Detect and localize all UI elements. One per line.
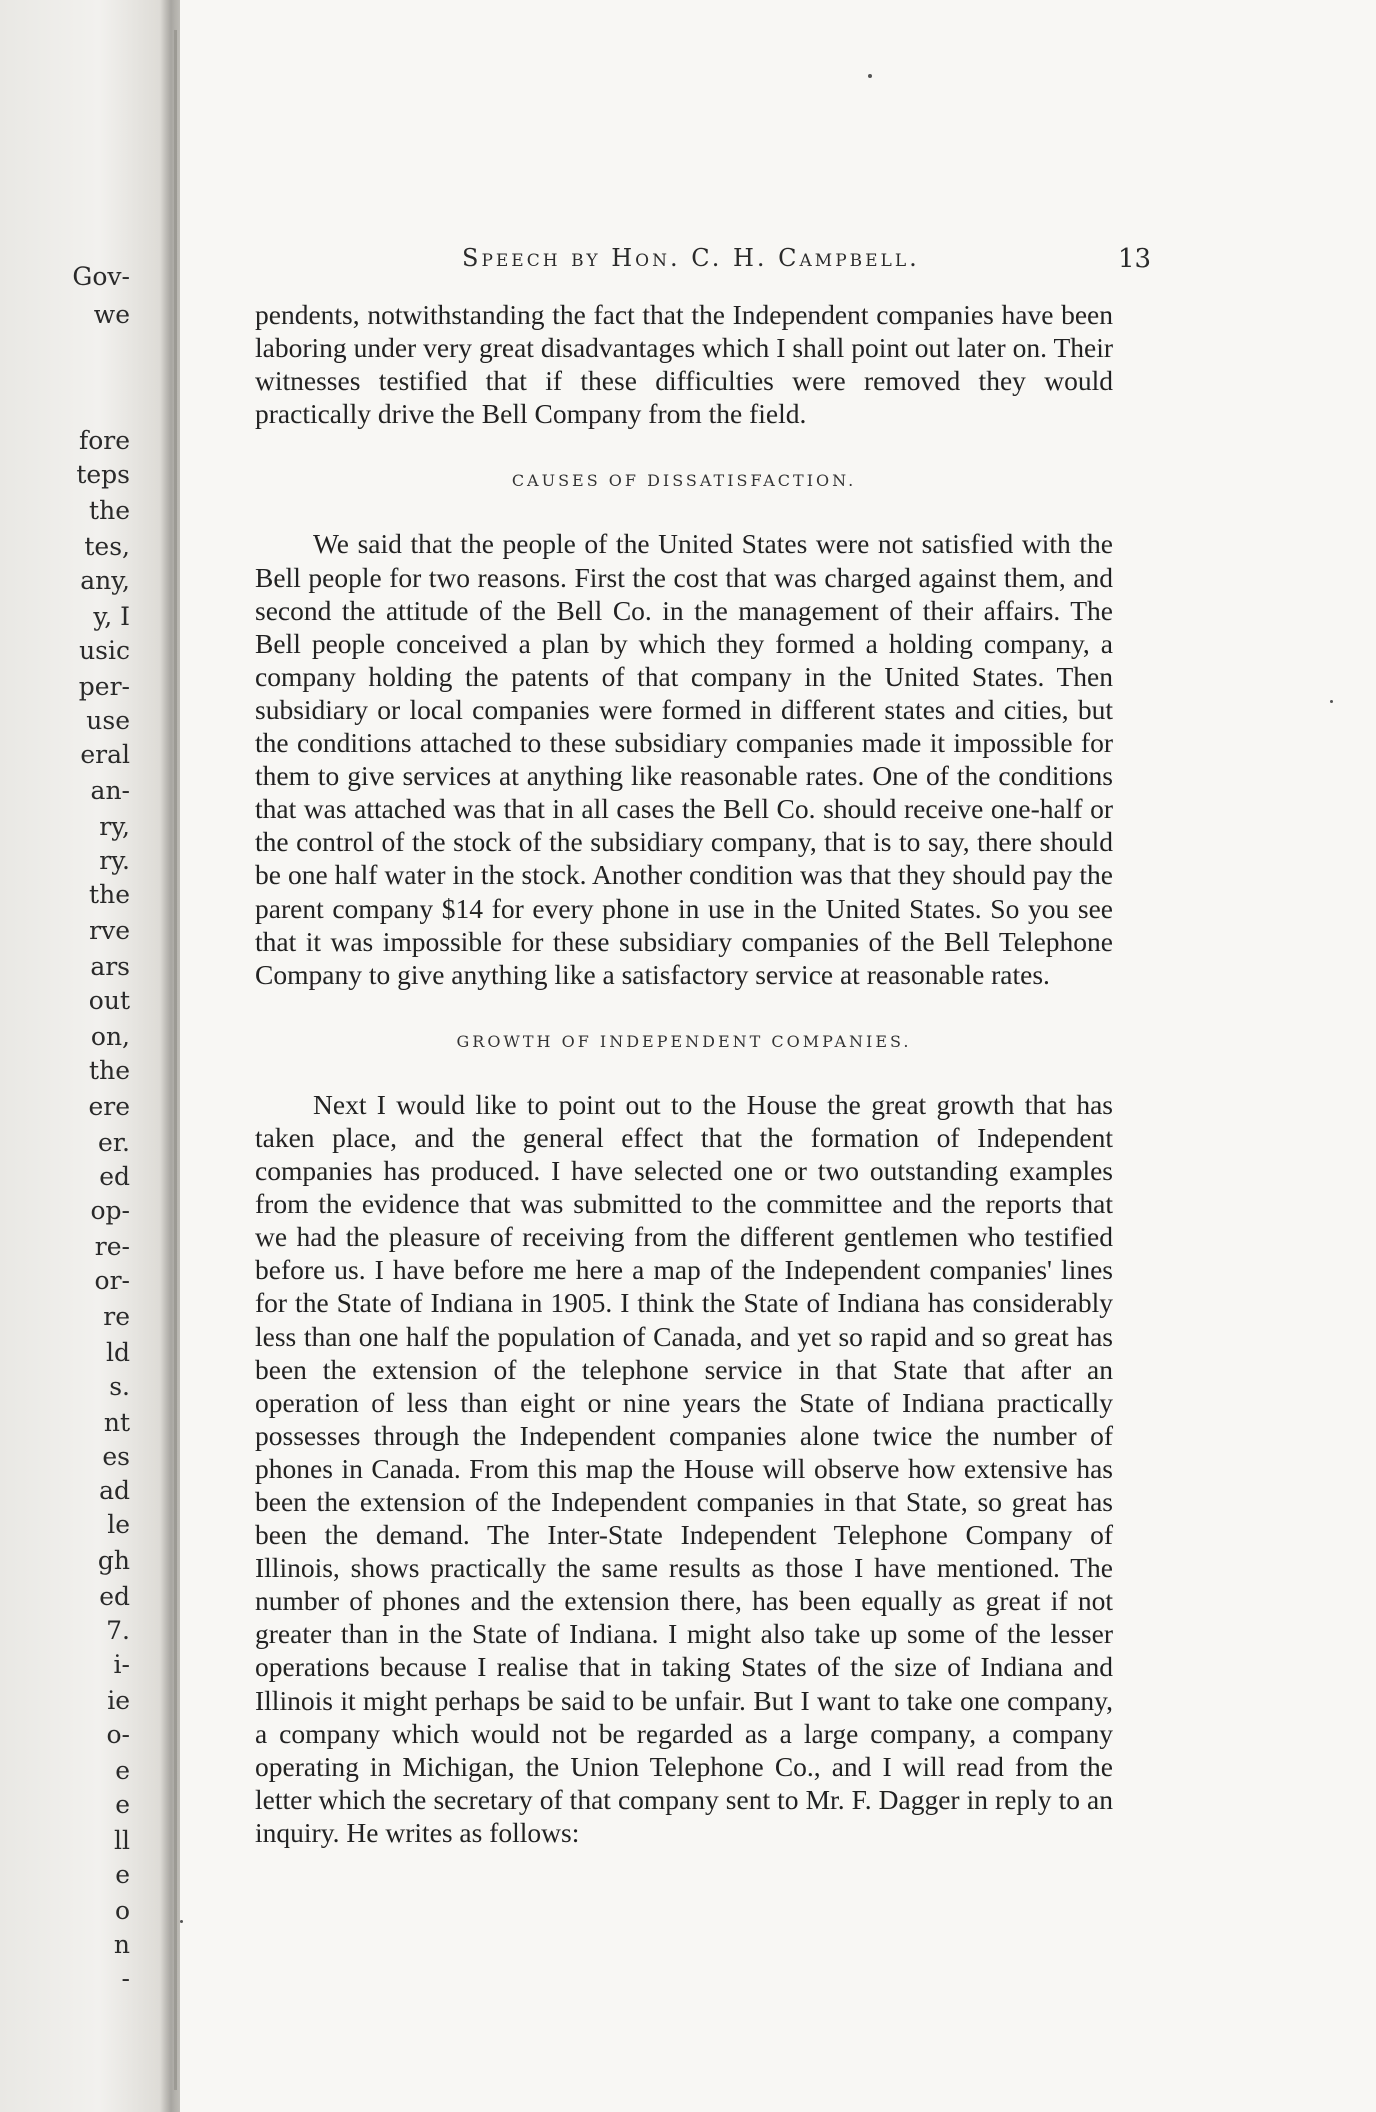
paragraph-causes: We said that the people of the United States were not satisfied with the Bell people for two reasons. First the cost that was charged against them, and second the attitude of the Bell Co. in the management of their affairs. The Bell people conceived a plan by which they formed a holding company, a company holding the patents of that company in the United States. Then subsidiary or local companies were formed in different states and cities, but the conditions attached to these subsidiary companies made it impossible for them to give services at anything like reasonable rates. One of the conditions that was attached was that in all cases the Bell Co. should receive one-half or the control of the stock of the subsidiary company, that is to say, there should be one half water in the stock. Another condition was that they should pay the parent company $14 for every phone in use in the United States. So you see that it was impossible for these subsidiary companies of the Bell Telephone Company to give anything like a satisfactory service at reasonable rates. xyxy=(255,528,1113,990)
left-page-fragment: ie xyxy=(107,1686,130,1715)
left-page-fragment: ere xyxy=(88,1092,130,1121)
section-heading-causes: CAUSES OF DISSATISFACTION. xyxy=(511,471,857,491)
left-page-fragment: o- xyxy=(106,1720,130,1749)
left-page-fragment: teps xyxy=(76,460,130,489)
left-page-fragment: re xyxy=(103,1302,130,1331)
left-page-fragment: the xyxy=(89,880,130,909)
left-page-fragment: ad xyxy=(99,1476,130,1505)
page-body xyxy=(255,298,1113,1849)
left-page-fragment: ll xyxy=(114,1826,130,1855)
left-page-fragment: any, xyxy=(80,566,130,595)
left-page-fragment: er. xyxy=(98,1128,130,1157)
left-page-fragment: y, I xyxy=(93,602,130,631)
left-page-fragment: gh xyxy=(97,1546,130,1575)
left-page-fragment: out xyxy=(88,986,130,1015)
left-page-fragment: e xyxy=(115,1756,130,1785)
left-page-fragment: e xyxy=(115,1790,130,1819)
page-13 xyxy=(180,0,1376,2112)
binding-shadow xyxy=(160,0,182,2112)
left-page-fragment: le xyxy=(107,1510,130,1539)
left-page-fragment: usic xyxy=(79,636,130,665)
left-page-fragment: on, xyxy=(90,1022,130,1051)
left-page-fragment: ld xyxy=(106,1338,130,1367)
left-page-fragment: rve xyxy=(89,916,130,945)
running-head-title: Speech by Hon. C. H. Campbell. xyxy=(462,244,920,272)
left-page-fragment: ry. xyxy=(99,846,130,875)
left-page-fragment: e xyxy=(115,1860,130,1889)
paragraph-continued: pendents, notwithstanding the fact that the Independent companies have been laboring under very great disadvantages which I shall point out later on. Their witnesses testified that if these difficulties were removed they would practically drive the Bell Company from the field. xyxy=(255,299,1113,430)
left-page-fragment: es xyxy=(102,1442,130,1471)
left-page-fragment: an- xyxy=(90,776,130,805)
left-page-fragment: per- xyxy=(78,672,130,701)
left-page-fragment: n xyxy=(113,1930,130,1959)
left-page-fragment: o xyxy=(114,1896,130,1925)
left-page-fragment: fore xyxy=(78,426,130,455)
left-page-fragment: ed xyxy=(99,1582,130,1611)
left-page-fragment: or- xyxy=(94,1266,130,1295)
left-page-fragment: nt xyxy=(103,1408,130,1437)
left-page-fragment: ed xyxy=(99,1162,130,1191)
left-page-fragment: eral xyxy=(80,740,130,769)
left-page-fragment: use xyxy=(86,706,130,735)
left-page-text-fragments xyxy=(0,0,130,2112)
left-page-fragment: Gov- xyxy=(72,262,130,291)
left-page-fragment: we xyxy=(93,300,130,329)
binding-fold xyxy=(174,30,177,2090)
left-page-fragment: ars xyxy=(90,952,130,981)
left-page-fragment: - xyxy=(121,1964,130,1993)
left-page-fragment: ry, xyxy=(99,812,130,841)
left-page-fragment: op- xyxy=(90,1196,130,1225)
paragraph-growth: Next I would like to point out to the House the great growth that has taken place, and the general effect that the formation of Independent companies has produced. I have selected one or two outstanding examples from the evidence that was submitted to the committee and the reports that we had the pleasure of receiving from the different gentlemen who testified before us. I have before me here a map of the Independent companies' lines for the State of Indiana in 1905. I think the State of Indiana has considerably less than one half the population of Canada, and yet so rapid and so great has been the extension of the telephone service in that State that after an operation of less than eight or nine years the State of Indiana practically possesses through the Independent companies alone twice the number of phones in Canada. From this map the House will observe how extensive has been the extension of the Independent companies in that State, so great has been the demand. The Inter-State Independent Telephone Company of Illinois, shows practically the same results as those I have mentioned. The number of phones and the extension there, has been equally as great if not greater than in the State of Indiana. I might also take up some of the lesser operations because I realise that in taking States of the size of Indiana and Illinois it might perhaps be said to be unfair. But I want to take one company, a company which would not be regarded as a large company, a company operating in Michigan, the Union Telephone Co., and I will read from the letter which the secretary of that company sent to Mr. F. Dagger in reply to an inquiry. He writes as follows: xyxy=(255,1088,1113,1848)
scan-speck xyxy=(180,1920,183,1923)
page-number: 13 xyxy=(1118,244,1152,274)
left-page-fragment: re- xyxy=(94,1232,130,1261)
section-heading-growth: GROWTH OF INDEPENDENT COMPANIES. xyxy=(456,1031,912,1051)
left-page-fragment: tes, xyxy=(84,532,130,561)
left-page-fragment: the xyxy=(89,1056,130,1085)
scan-speck xyxy=(1330,700,1333,703)
left-page-fragment: 7. xyxy=(106,1616,130,1645)
left-page-fragment: the xyxy=(89,496,130,525)
scan-speck xyxy=(868,74,872,78)
running-head xyxy=(180,244,1376,284)
left-page-fragment: i- xyxy=(113,1650,130,1679)
left-page-fragment: s. xyxy=(109,1372,130,1401)
